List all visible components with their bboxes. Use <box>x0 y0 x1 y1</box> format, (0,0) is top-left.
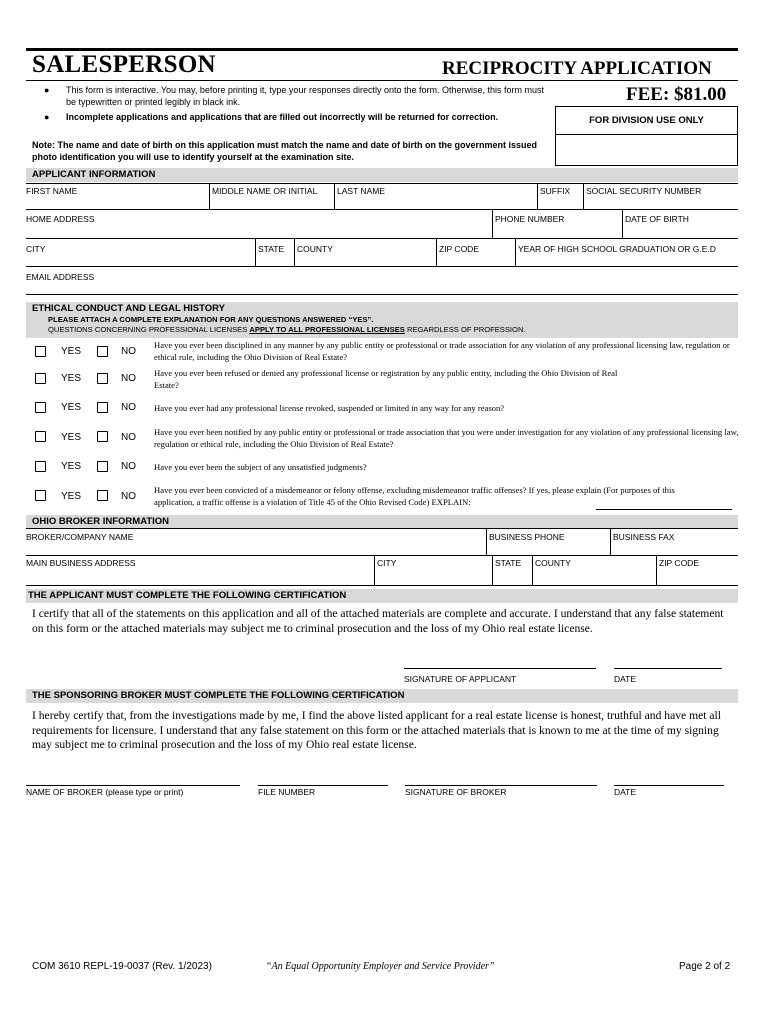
last-name-label: LAST NAME <box>337 186 386 196</box>
division-use-box <box>555 106 738 166</box>
no-label: NO <box>121 491 136 502</box>
grid-rule <box>532 555 533 585</box>
applicant-signature-line[interactable] <box>404 668 596 669</box>
no-checkbox[interactable] <box>97 490 108 501</box>
ethics-heading-text: ETHICAL CONDUCT AND LEGAL HISTORY <box>32 303 225 314</box>
grid-rule <box>656 555 657 585</box>
no-checkbox[interactable] <box>97 461 108 472</box>
bullet-icon: ● <box>44 112 50 122</box>
grid-rule <box>26 585 738 586</box>
ethics-sub2-part-a: QUESTIONS CONCERNING PROFESSIONAL LICENSES <box>48 325 250 334</box>
division-use-label: FOR DIVISION USE ONLY <box>556 107 737 135</box>
broker-cert-text: I hereby certify that, from the investigations made by me, I find the above listed applicant for a real estate license is honest, truthful and have met all requirements for licensure. I understand that any false statement on this form or the attached materials that is known to me at the time of my signing may subject me to criminal prosecution and the loss of my Ohio real estate license. <box>32 709 721 751</box>
business-fax-label: BUSINESS FAX <box>613 532 675 542</box>
question-text: Have you ever been the subject of any unsatisfied judgments? <box>154 462 367 472</box>
bullet-icon: ● <box>44 85 50 95</box>
question-text: Have you ever been convicted of a misdemeanor or felony offense, excluding misdemeanor traffic offenses? If yes, please explain (For purposes of this application, a traffic offense is a violation of Title 45 of the Ohio Revised Code) EXPLAIN: <box>154 485 675 507</box>
broker-signature-label: SIGNATURE OF BROKER <box>405 787 507 797</box>
yes-label: YES <box>61 461 82 472</box>
broker-date-line[interactable] <box>614 785 724 786</box>
grid-rule <box>26 238 738 239</box>
broker-zip-label: ZIP CODE <box>659 558 699 568</box>
question-row-2 <box>0 367 770 397</box>
no-label: NO <box>121 461 136 472</box>
no-checkbox[interactable] <box>97 346 108 357</box>
applicant-signature-label: SIGNATURE OF APPLICANT <box>404 674 517 684</box>
grid-rule <box>26 555 738 556</box>
state-label: STATE <box>258 244 285 254</box>
grid-rule <box>334 183 335 209</box>
applicant-cert-heading: THE APPLICANT MUST COMPLETE THE FOLLOWING CERTIFICATION <box>26 589 738 603</box>
broker-date-label: DATE <box>614 787 637 797</box>
grid-rule <box>492 209 493 238</box>
applicant-date-label: DATE <box>614 674 637 684</box>
applicant-date-line[interactable] <box>614 668 722 669</box>
no-label: NO <box>121 402 136 413</box>
broker-section-heading: OHIO BROKER INFORMATION <box>26 515 738 528</box>
grid-rule <box>515 238 516 266</box>
grid-rule <box>255 238 256 266</box>
broker-county-label: COUNTY <box>535 558 571 568</box>
broker-name-line[interactable] <box>26 785 240 786</box>
title-rule <box>26 80 738 81</box>
question-row-4 <box>0 426 770 456</box>
broker-name-label: NAME OF BROKER (please type or print) <box>26 787 184 797</box>
yes-checkbox[interactable] <box>35 461 46 472</box>
no-label: NO <box>121 346 136 357</box>
ethics-sub2-part-c: REGARDLESS OF PROFESSION. <box>404 325 526 334</box>
grid-rule <box>26 209 738 210</box>
yes-label: YES <box>61 346 82 357</box>
yes-label: YES <box>61 491 82 502</box>
file-number-line[interactable] <box>258 785 388 786</box>
grid-rule <box>26 528 738 529</box>
county-label: COUNTY <box>297 244 333 254</box>
question-row-1 <box>0 340 770 370</box>
question-text: Have you ever been disciplined in any manner by any public entity or professional or trade association for any violation of any professional licensing law, regulation or ethical rule, including the Ohio Division of Real Estate? <box>154 340 730 362</box>
yes-checkbox[interactable] <box>35 373 46 384</box>
question-row-5 <box>0 456 770 480</box>
grid-rule <box>294 238 295 266</box>
ethics-subheading-1: PLEASE ATTACH A COMPLETE EXPLANATION FOR ANY QUESTIONS ANSWERED “YES”. <box>48 315 374 324</box>
instructions-bullet-2: Incomplete applications and applications that are filled out incorrectly will be returned for correction. <box>66 112 499 122</box>
question-text: Have you ever been notified by any public entity or professional or trade association that you were under investigation for any violation of any professional licensing law, regulation or ethical rule, including the Ohio Division of Real Estate? <box>154 427 739 449</box>
grid-rule <box>26 183 738 184</box>
ethics-subheading-2 <box>48 325 526 334</box>
broker-city-label: CITY <box>377 558 397 568</box>
grid-rule <box>26 294 738 295</box>
yes-label: YES <box>61 402 82 413</box>
city-label: CITY <box>26 244 46 254</box>
grid-rule <box>610 528 611 555</box>
suffix-label: SUFFIX <box>540 186 571 196</box>
yes-label: YES <box>61 432 82 443</box>
yes-checkbox[interactable] <box>35 346 46 357</box>
ethics-sub2-part-b: APPLY TO ALL PROFESSIONAL LICENSES <box>249 325 405 334</box>
grid-rule <box>486 528 487 555</box>
phone-label: PHONE NUMBER <box>495 214 565 224</box>
home-address-label: HOME ADDRESS <box>26 214 95 224</box>
footer-slogan: “An Equal Opportunity Employer and Service Provider” <box>266 961 495 972</box>
ssn-label: SOCIAL SECURITY NUMBER <box>586 186 702 196</box>
grid-rule <box>26 266 738 267</box>
no-checkbox[interactable] <box>97 373 108 384</box>
yes-label: YES <box>61 373 82 384</box>
email-label: EMAIL ADDRESS <box>26 272 95 282</box>
broker-state-label: STATE <box>495 558 522 568</box>
grid-rule <box>537 183 538 209</box>
file-number-label: FILE NUMBER <box>258 787 316 797</box>
instructions-bullet-1: This form is interactive. You may, before printing it, type your responses directly onto the form. Otherwise, this form must be typewritten or printed legibly in black ink. <box>66 85 545 107</box>
broker-signature-line[interactable] <box>405 785 597 786</box>
grid-rule <box>209 183 210 209</box>
form-id: COM 3610 REPL-19-0037 (Rev. 1/2023) <box>32 961 212 972</box>
yes-checkbox[interactable] <box>35 431 46 442</box>
ethics-section-heading <box>26 302 738 338</box>
grid-rule <box>492 555 493 585</box>
business-phone-label: BUSINESS PHONE <box>489 532 565 542</box>
name-dob-note: Note: The name and date of birth on this application must match the name and date of birth on the government issued photo identification you will use to identify yourself at the examination site. <box>32 140 538 162</box>
yes-checkbox[interactable] <box>35 402 46 413</box>
grid-rule <box>622 209 623 238</box>
applicant-cert-text: I certify that all of the statements on this application and all of the attached materials are complete and accurate. I understand that any false statement on this form or the attached materials may subject me to criminal prosecution and the loss of my Ohio real estate license. <box>32 607 724 635</box>
question-text: Have you ever had any professional license revoked, suspended or limited in any way for any reason? <box>154 403 505 413</box>
no-checkbox[interactable] <box>97 402 108 413</box>
first-name-label: FIRST NAME <box>26 186 78 196</box>
fee-amount: FEE: $81.00 <box>626 84 727 105</box>
dob-label: DATE OF BIRTH <box>625 214 689 224</box>
no-checkbox[interactable] <box>97 431 108 442</box>
yes-checkbox[interactable] <box>35 490 46 501</box>
form-title: SALESPERSON <box>32 51 216 78</box>
grad-year-label: YEAR OF HIGH SCHOOL GRADUATION OR G.E.D <box>518 244 716 254</box>
no-label: NO <box>121 432 136 443</box>
middle-name-label: MIDDLE NAME OR INITIAL <box>212 186 318 196</box>
no-label: NO <box>121 373 136 384</box>
page-number: Page 2 of 2 <box>679 961 731 972</box>
main-address-label: MAIN BUSINESS ADDRESS <box>26 558 136 568</box>
applicant-section-heading: APPLICANT INFORMATION <box>26 168 738 182</box>
question-row-3 <box>0 397 770 421</box>
broker-cert-heading: THE SPONSORING BROKER MUST COMPLETE THE FOLLOWING CERTIFICATION <box>26 689 738 703</box>
grid-rule <box>583 183 584 209</box>
grid-rule <box>374 555 375 585</box>
zip-label: ZIP CODE <box>439 244 479 254</box>
grid-rule <box>436 238 437 266</box>
question-text: Have you ever been refused or denied any professional license or registration by any public entity, including the Ohio Division of Real Estate? <box>154 368 618 390</box>
application-title: RECIPROCITY APPLICATION <box>442 58 712 79</box>
broker-company-label: BROKER/COMPANY NAME <box>26 532 134 542</box>
explain-line[interactable] <box>596 509 732 510</box>
